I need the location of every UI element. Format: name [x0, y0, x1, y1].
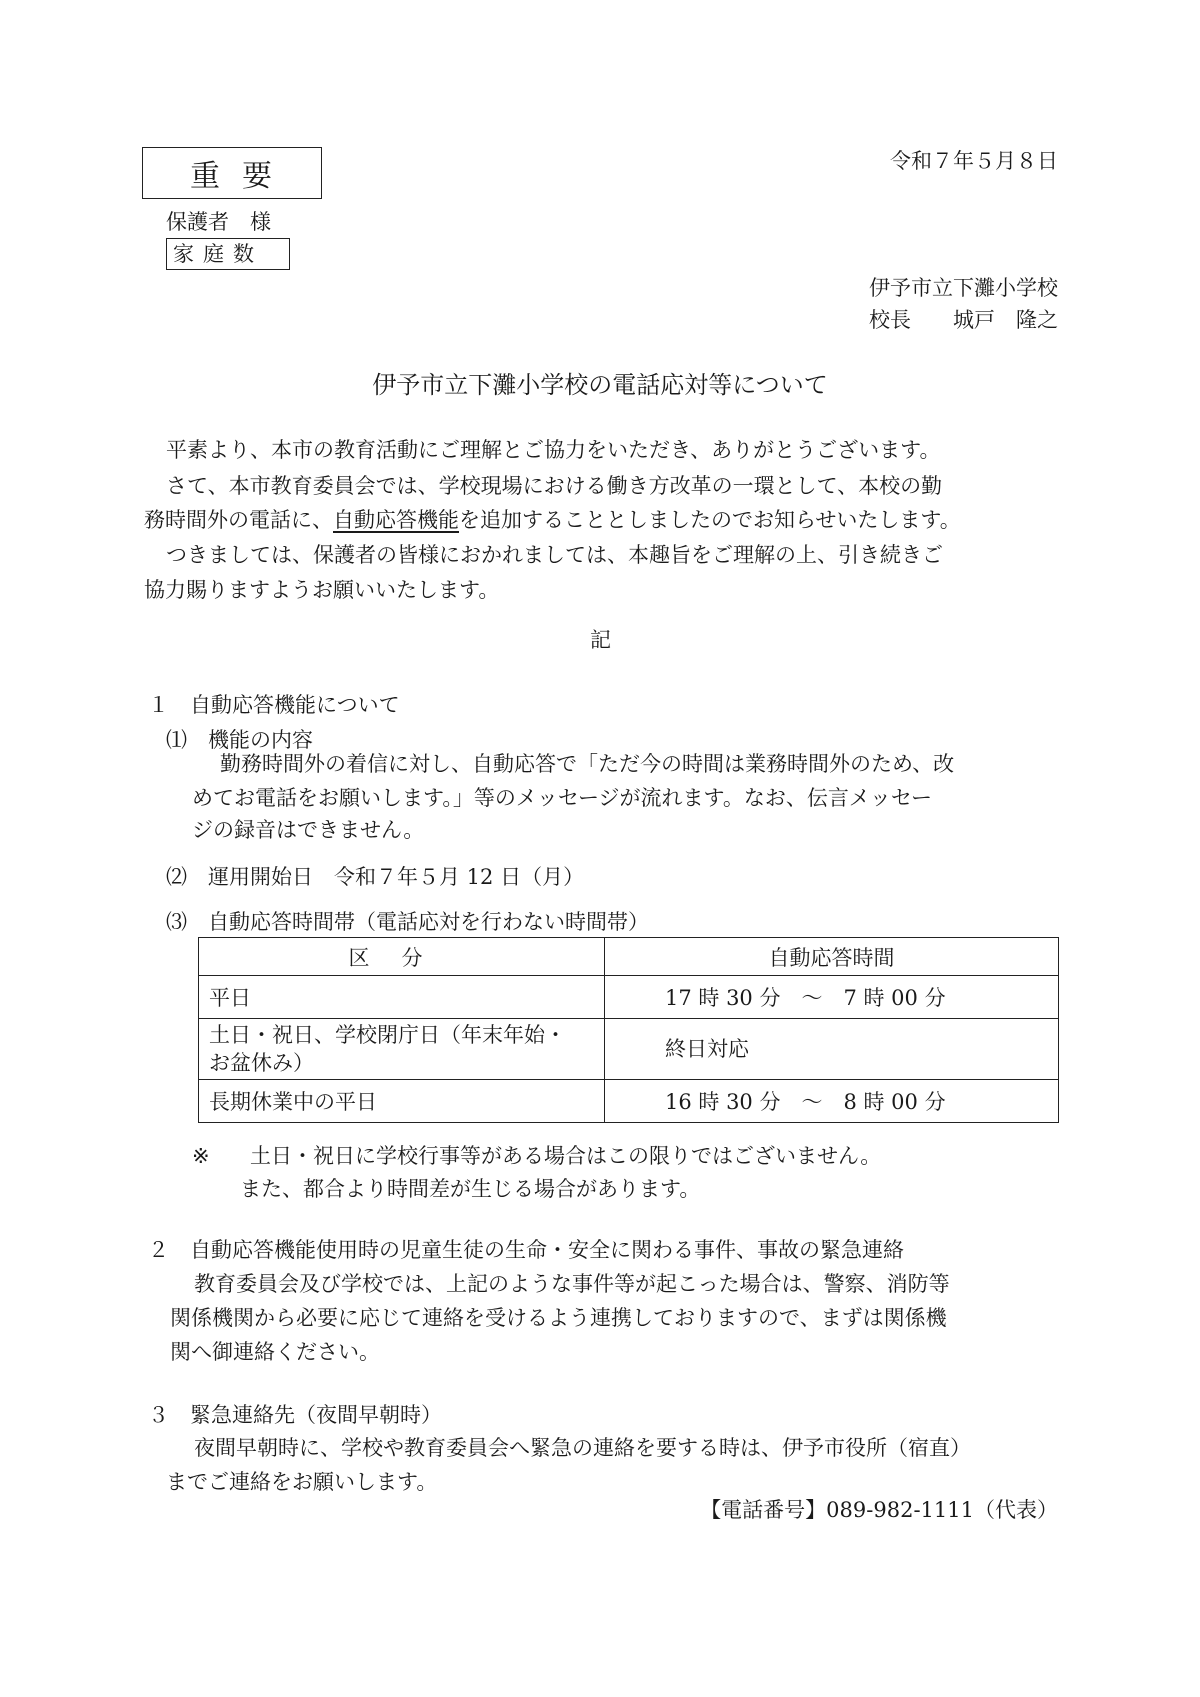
- ki-marker: 記: [590, 628, 611, 652]
- note-mark: ※: [192, 1144, 210, 1168]
- section-2-line-2: 関係機関から必要に応じて連絡を受けるよう連携しておりますので、まずは関係機: [170, 1306, 947, 1330]
- intro-text: を追加することとしましたのでお知らせいたします。: [459, 508, 961, 532]
- section-3-line-1: 夜間早朝時に、学校や教育委員会へ緊急の連絡を要する時は、伊予市役所（宿直）: [194, 1436, 971, 1460]
- section-1-1-line-3: ジの録音はできません。: [192, 818, 425, 842]
- intro-paragraph-2-line-2: [144, 502, 961, 538]
- auto-response-emphasis: 自動応答機能: [333, 508, 459, 532]
- section-1-2-heading: ⑵ 運用開始日 令和７年５月 12 日（月）: [166, 865, 585, 889]
- table-cell-time: 終日対応: [605, 1019, 1059, 1080]
- table-header-time: 自動応答時間: [605, 938, 1059, 976]
- section-1-1-line-1: 勤務時間外の着信に対し、自動応答で「ただ今の時間は業務時間外のため、改: [220, 752, 955, 776]
- table-row: [199, 1080, 1059, 1123]
- intro-text: 務時間外の電話に、: [144, 508, 333, 532]
- note-line-2: また、都合より時間差が生じる場合があります。: [240, 1177, 701, 1201]
- school-name: 伊予市立下灘小学校: [869, 276, 1058, 300]
- table-cell-time: 17 時 30 分 ～ 7 時 00 分: [605, 976, 1059, 1019]
- category-line-2: お盆休み）: [209, 1051, 314, 1075]
- table-cell-category: [199, 1019, 605, 1080]
- table-header-row: [199, 938, 1059, 976]
- intro-paragraph-3-line-1: つきましては、保護者の皆様におかれましては、本趣旨をご理解の上、引き続きご: [166, 543, 943, 567]
- emergency-phone-number: 【電話番号】089-982-1111（代表）: [700, 1498, 1058, 1522]
- table-header-category: 区分: [199, 938, 605, 976]
- principal-name: 校長 城戸 隆之: [869, 308, 1058, 332]
- section-2-line-1: 教育委員会及び学校では、上記のような事件等が起こった場合は、警察、消防等: [194, 1272, 950, 1296]
- intro-paragraph-1: 平素より、本市の教育活動にご理解とご協力をいただき、ありがとうございます。: [166, 438, 941, 462]
- section-1-heading: １ 自動応答機能について: [148, 693, 400, 717]
- auto-response-hours-table: [198, 937, 1059, 1123]
- section-3-line-2: までご連絡をお願いします。: [166, 1470, 438, 1494]
- category-line-1: 土日・祝日、学校閉庁日（年末年始・: [209, 1023, 566, 1047]
- table-cell-category: 平日: [199, 976, 605, 1019]
- section-1-3-heading: ⑶ 自動応答時間帯（電話応対を行わない時間帯）: [166, 910, 649, 934]
- section-2-line-3: 関へ御連絡ください。: [170, 1340, 380, 1364]
- page-title: 伊予市立下灘小学校の電話応対等について: [372, 371, 828, 399]
- households-label: 家庭数: [166, 238, 290, 270]
- section-2-heading: ２ 自動応答機能使用時の児童生徒の生命・安全に関わる事件、事故の緊急連絡: [148, 1238, 904, 1262]
- table-cell-time: 16 時 30 分 ～ 8 時 00 分: [605, 1080, 1059, 1123]
- table-row: [199, 1019, 1059, 1080]
- document-date: 令和７年５月８日: [890, 149, 1058, 173]
- important-label: 重要: [142, 147, 322, 199]
- recipient: 保護者 様: [166, 210, 271, 234]
- section-1-1-line-2: めてお電話をお願いします。」等のメッセージが流れます。なお、伝言メッセー: [192, 786, 933, 810]
- note-line-1: 土日・祝日に学校行事等がある場合はこの限りではございません。: [250, 1144, 882, 1168]
- table-cell-category: 長期休業中の平日: [199, 1080, 605, 1123]
- table-row: [199, 976, 1059, 1019]
- intro-paragraph-2-line-1: さて、本市教育委員会では、学校現場における働き方改革の一環として、本校の勤: [166, 474, 943, 498]
- section-3-heading: ３ 緊急連絡先（夜間早朝時）: [148, 1403, 442, 1427]
- section-1-1-heading: ⑴ 機能の内容: [166, 728, 313, 752]
- intro-paragraph-3-line-2: 協力賜りますようお願いいたします。: [144, 578, 500, 602]
